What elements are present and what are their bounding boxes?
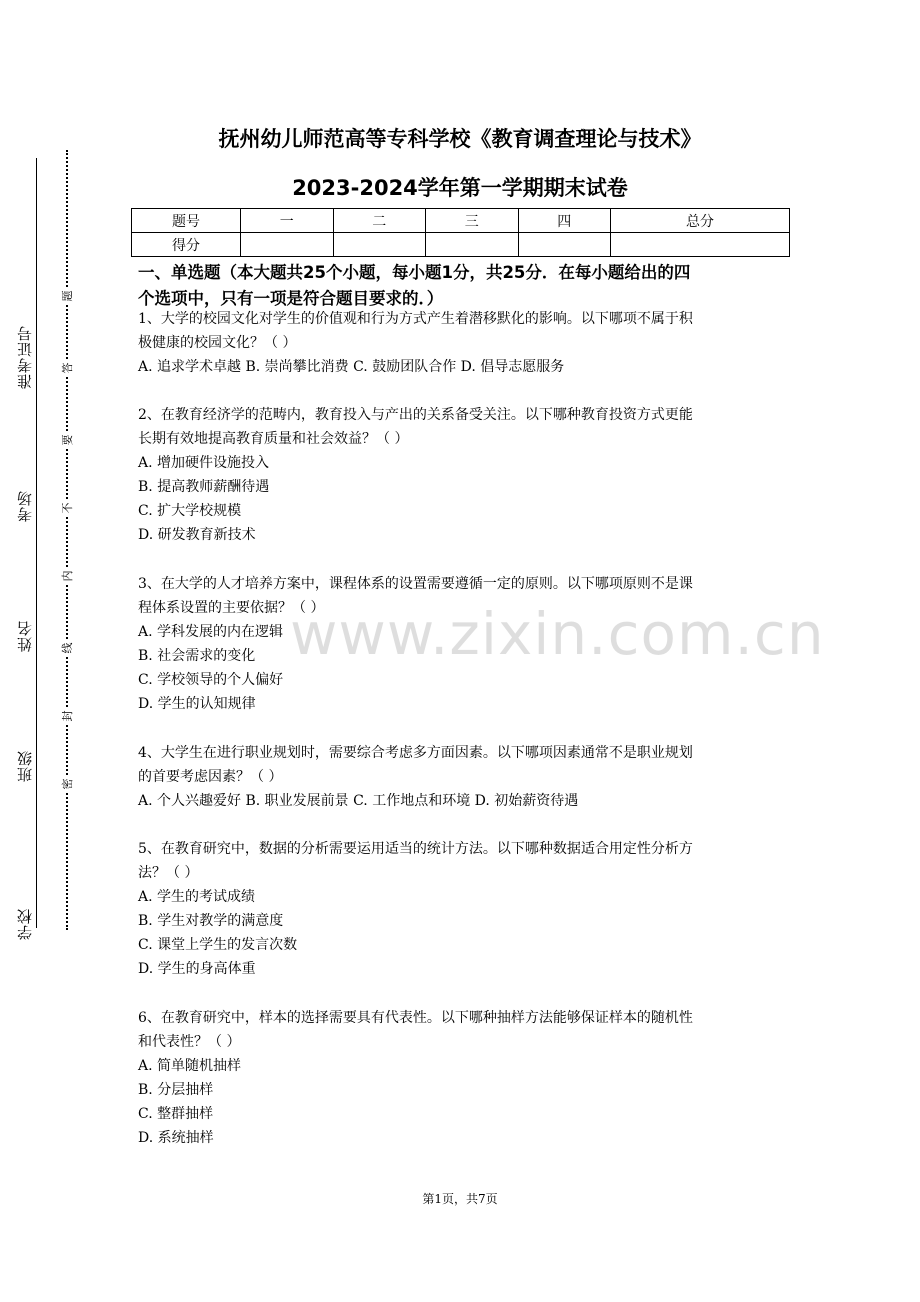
- school-label: 学校: [16, 908, 34, 940]
- exam-id-label: 准考证号: [16, 325, 34, 389]
- exam-title: 抚州幼儿师范高等专科学校《教育调查理论与技术》: [218, 127, 702, 151]
- seal-char: 答: [59, 359, 75, 377]
- question-stem: 和代表性？（ ）: [138, 1034, 241, 1050]
- score-input-cell[interactable]: [611, 233, 790, 257]
- question-options: A. 个人兴趣爱好 B. 职业发展前景 C. 工作地点和环境 D. 初始薪资待遇: [138, 793, 579, 809]
- question-stem: 5、在教育研究中，数据的分析需要运用适当的统计方法。以下哪种数据适合用定性分析方: [138, 841, 693, 857]
- page-number: 第1页，共7页: [422, 1192, 498, 1206]
- seal-char: 要: [59, 431, 75, 449]
- question-stem: 程体系设置的主要依据？（ ）: [138, 600, 325, 616]
- question-stem: 6、在教育研究中，样本的选择需要具有代表性。以下哪种抽样方法能够保证样本的随机性: [138, 1010, 693, 1026]
- seal-char: 内: [59, 567, 75, 585]
- score-input-cell[interactable]: [518, 233, 611, 257]
- option-c: C. 扩大学校规模: [138, 503, 242, 519]
- score-table-score-row: [132, 233, 790, 257]
- question-stem: 长期有效地提高教育质量和社会效益？（ ）: [138, 431, 409, 447]
- option-d: D. 学生的认知规律: [138, 696, 256, 712]
- score-table-cell: 题号: [132, 209, 241, 233]
- question-options: A. 追求学术卓越 B. 崇尚攀比消费 C. 鼓励团队合作 D. 倡导志愿服务: [138, 359, 565, 375]
- question-6: [138, 1006, 788, 1150]
- option-d: D. 研发教育新技术: [138, 527, 256, 543]
- question-3: [138, 572, 788, 716]
- score-table: [131, 208, 790, 257]
- section-heading-line: 一、单选题（本大题共25个小题，每小题1分，共25分．在每小题给出的四: [138, 263, 691, 282]
- question-stem: 4、大学生在进行职业规划时，需要综合考虑多方面因素。以下哪项因素通常不是职业规划: [138, 745, 693, 761]
- option-c: C. 学校领导的个人偏好: [138, 672, 284, 688]
- option-b: B. 分层抽样: [138, 1082, 214, 1098]
- score-input-cell[interactable]: [426, 233, 519, 257]
- score-input-cell[interactable]: [241, 233, 334, 257]
- exam-subtitle: 2023-2024学年第一学期期末试卷: [292, 176, 628, 200]
- binding-solid-line: [36, 158, 37, 928]
- question-stem: 3、在大学的人才培养方案中，课程体系的设置需要遵循一定的原则。以下哪项原则不是课: [138, 576, 693, 592]
- question-stem: 极健康的校园文化？（ ）: [138, 335, 297, 351]
- question-stem: 1、大学的校园文化对学生的价值观和行为方式产生着潜移默化的影响。以下哪项不属于积: [138, 311, 693, 327]
- option-c: C. 课堂上学生的发言次数: [138, 937, 298, 953]
- question-1: [138, 307, 788, 379]
- seal-char: 题: [59, 287, 75, 305]
- seal-char: 不: [59, 499, 75, 517]
- seal-char: 线: [59, 639, 75, 657]
- score-input-cell[interactable]: [333, 233, 426, 257]
- name-label: 姓名: [16, 620, 34, 652]
- question-stem: 法？（ ）: [138, 865, 199, 881]
- question-stem: 2、在教育经济学的范畴内，教育投入与产出的关系备受关注。以下哪种教育投资方式更能: [138, 407, 693, 423]
- question-2: [138, 403, 788, 547]
- question-5: [138, 837, 788, 981]
- section-heading-line: 个选项中，只有一项是符合题目要求的．）: [138, 289, 444, 308]
- class-label: 班级: [16, 750, 34, 782]
- seal-dotted-line: [66, 150, 68, 930]
- score-table-cell: 总分: [611, 209, 790, 233]
- option-b: B. 提高教师薪酬待遇: [138, 479, 270, 495]
- watermark: www.zixin.com.cn: [290, 600, 825, 668]
- seal-char: 密: [59, 775, 75, 793]
- score-table-cell: 三: [426, 209, 519, 233]
- score-table-header-row: [132, 209, 790, 233]
- option-a: A. 学生的考试成绩: [138, 889, 256, 905]
- option-a: A. 增加硬件设施投入: [138, 455, 270, 471]
- exam-room-label: 考场: [16, 490, 34, 522]
- option-b: B. 学生对教学的满意度: [138, 913, 284, 929]
- option-b: B. 社会需求的变化: [138, 648, 256, 664]
- seal-char: 封: [59, 707, 75, 725]
- option-a: A. 学科发展的内在逻辑: [138, 624, 284, 640]
- option-d: D. 系统抽样: [138, 1130, 214, 1146]
- option-c: C. 整群抽样: [138, 1106, 214, 1122]
- question-4: [138, 741, 788, 813]
- option-d: D. 学生的身高体重: [138, 961, 256, 977]
- question-stem: 的首要考虑因素？（ ）: [138, 769, 283, 785]
- option-a: A. 简单随机抽样: [138, 1058, 242, 1074]
- score-table-cell: 二: [333, 209, 426, 233]
- score-table-cell: 四: [518, 209, 611, 233]
- section-heading: [138, 260, 788, 312]
- score-table-cell: 一: [241, 209, 334, 233]
- score-row-label: 得分: [132, 233, 241, 257]
